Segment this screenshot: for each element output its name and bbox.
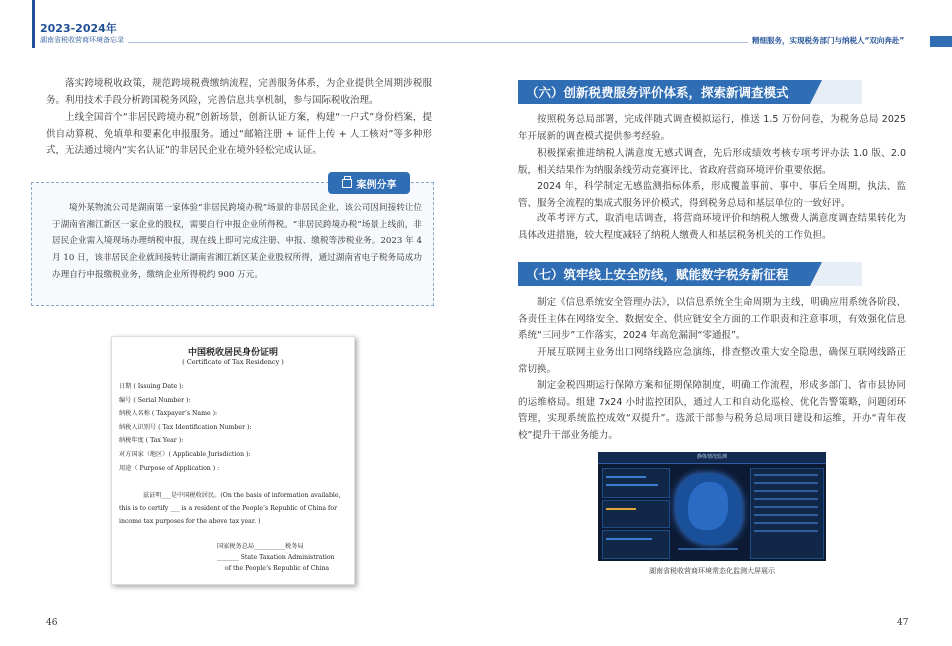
case-share-label: 案例分享 <box>356 179 397 191</box>
section-6-title: （六）创新税费服务评价体系，探索新调查模式 <box>526 85 789 100</box>
section-7-paragraph: 制定金税四期运行保障方案和征期保障制度，明确工作流程，形成多部门、省市县协同的运维格局。组建 7x24 小时监控团队，通过人工和自动化巡检、优化告警策略，问题闭环管理，实现系统监控成效“双提升”。选派干部参与税务总局项目建设和运维，开办“青年夜校”提升干部业务能力。 <box>518 380 906 441</box>
section-7-heading <box>518 262 862 286</box>
header-divider <box>128 42 748 43</box>
certificate-field: 对方国家（地区）( Applicable Jurisdiction ): <box>119 450 251 458</box>
header-subtitle: 湖南省税收营商环境备忘录 <box>40 36 124 44</box>
header-year: 2023-2024年 <box>40 22 117 35</box>
certificate-body-line: 兹证明___是中国税收居民。(On the basis of information available, <box>143 492 341 499</box>
tax-residency-certificate <box>111 336 355 585</box>
section-7-paragraph: 制定《信息系统安全管理办法》，以信息系统全生命周期为主线，明确应用系统各阶段、各责任主体在网络安全、数据安全、供应链安全方面的工作职责和注意事项，有效强化信息系统“三同步”工作落实，2024 年高危漏洞“零通报”。 <box>518 297 906 342</box>
section-6-paragraph: 2024 年，科学制定无感监测指标体系，形成覆盖事前、事中、事后全周期，执法、监管、服务全流程的集成式服务评价模式，得到税务总局和基层单位的一致好评。 <box>518 181 906 209</box>
monitoring-screen-photo <box>598 452 826 561</box>
header-blue-block <box>930 36 952 47</box>
certificate-field: 纳税年度 ( Tax Year ): <box>119 437 184 445</box>
header-chapter-title: 精细服务，实现税务部门与纳税人“双向奔赴” <box>752 36 905 45</box>
briefcase-icon <box>342 179 352 188</box>
section-6-heading <box>518 80 862 104</box>
certificate-field: 日期 ( Issuing Date ): <box>119 383 184 390</box>
certificate-subtitle: ( Certificate of Tax Residency ) <box>182 358 284 366</box>
section-6-paragraph: 按照税务总局部署，完成伴随式调查模拟运行，推送 1.5 万份问卷，为税务总局 2025 年开展新的调查模式提供参考经验。 <box>518 114 906 142</box>
certificate-field: 用途（ Purpose of Application ) : <box>119 464 220 472</box>
certificate-field: 纳税人识别号 ( Tax Identification Number ): <box>119 423 252 431</box>
case-text: 境外某物流公司是湖南第一家体验“非居民跨境办税”场景的非居民企业，该公司因间接转让位于湖南省湘江新区一家企业的股权，需要自行申报企业所得税。“非居民跨境办税”场景上线前，非居民企业需入境现场办理纳税申报，现在线上即可完成注册、申报、缴税等涉税业务。2023 年 4 月 10 日，该非居民企业就间接转让湖南省湘江新区某企业股权所得，通过湖南省电子税务局成功办理自行申报缴税业务，缴纳企业所得税约 900 万元。 <box>52 203 422 280</box>
certificate-fields <box>119 380 252 475</box>
certificate-title: 中国税收居民身份证明 <box>187 348 278 358</box>
section-7-title: （七）筑牢线上安全防线，赋能数字税务新征程 <box>526 267 789 282</box>
certificate-field: 编号 ( Serial Number ): <box>119 396 191 404</box>
certificate-body-line: income tax purposes for the above tax year. ) <box>119 518 261 525</box>
case-share-tag <box>328 172 410 194</box>
certificate-body-line: this is to certify ___ is a resident of the People’s Republic of China for <box>119 505 338 512</box>
header-accent-bar <box>32 0 35 48</box>
certificate-sign-line: _______ State Taxation Administration <box>217 554 335 561</box>
page-number-left: 46 <box>46 618 58 628</box>
certificate-sign-line: of the People’s Republic of China <box>225 565 330 572</box>
certificate-sign-line: 国家税务总局__________税务局 <box>217 543 304 550</box>
left-paragraph-2: 上线全国首个“非居民跨境办税”创新场景，创新认证方案，构建“一户式”身份档案，提供自动算税、免填单和要素化申报服务。通过“邮箱注册 + 证件上传 + 人工核对”等多种形式，无法通过境内“实名认证”的非居民企业在境外轻松完成认证。 <box>46 112 432 157</box>
certificate-field: 纳税人名称 ( Taxpayer’s Name ): <box>119 410 218 418</box>
section-6-paragraph: 积极探索推进纳税人满意度无感式调查，先后形成绩效考核专项考评办法 1.0 版、2.0 版，相关结果作为纳服条线劳动竞赛评比、省政府营商环境评价重要依据。 <box>518 148 906 176</box>
screen-caption: 湖南省税收营商环境常态化监测大屏展示 <box>649 567 775 575</box>
left-paragraph-1: 落实跨境税收政策，规范跨境税费缴纳流程，完善服务体系，为企业提供全周期涉税服务。利用技术手段分析跨国税务风险，完善信息共享机制，参与国际税收治理。 <box>46 78 432 106</box>
certificate-body <box>119 489 351 528</box>
section-7-paragraph: 开展互联网主业务出口网络线路应急演练，排查整改重大安全隐患，确保互联网线路正常切换。 <box>518 347 906 375</box>
certificate-signature <box>217 541 335 574</box>
page-number-right: 47 <box>897 618 909 628</box>
monitoring-screen-title: 静体情况监测 <box>696 454 727 460</box>
section-6-paragraph: 改革考评方式，取消电话调查，将营商环境评价和纳税人缴费人满意度调查结果转化为具体改进措施，较大程度减轻了纳税人缴费人和基层税务机关的工作负担。 <box>518 213 906 241</box>
